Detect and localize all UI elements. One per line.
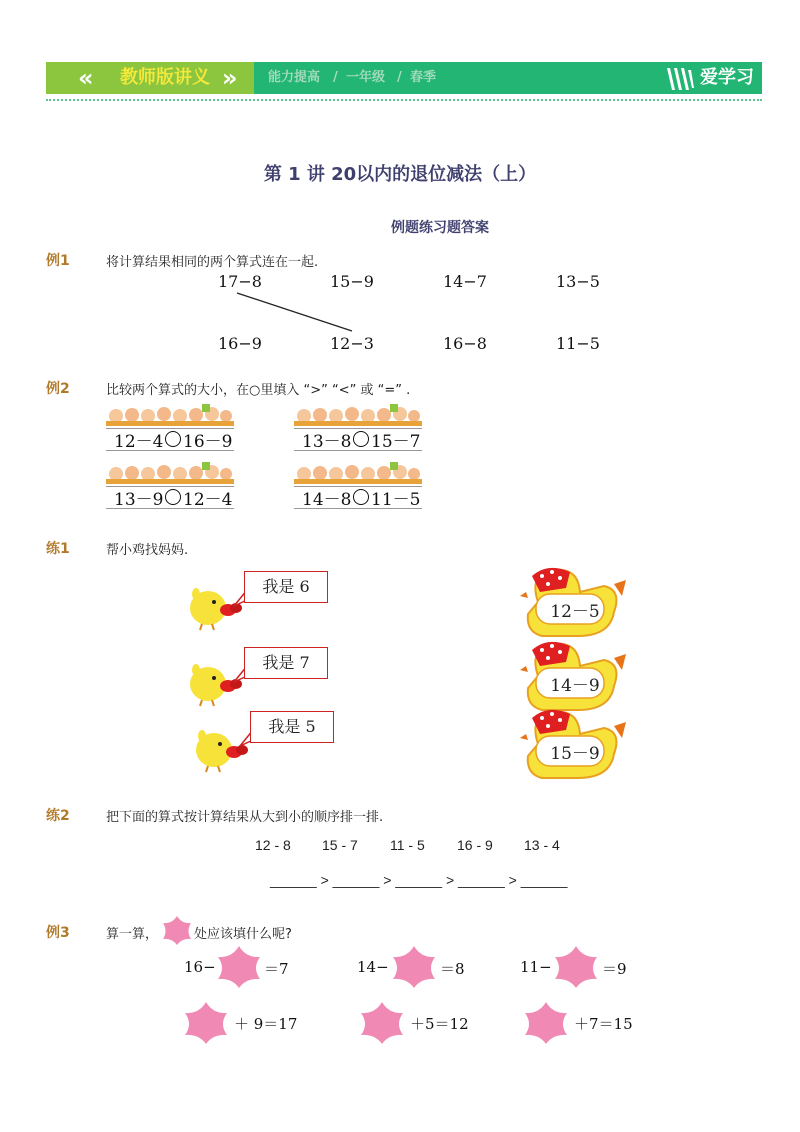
ex1-top-expr: 14−7 bbox=[443, 272, 487, 291]
flower-blank[interactable] bbox=[390, 944, 438, 990]
page-subtitle: 例题练习题答案 bbox=[391, 220, 489, 236]
ex1-bottom-expr: 16−9 bbox=[218, 334, 262, 353]
ex1-bottom-expr: 12−3 bbox=[330, 334, 374, 353]
crumb-season: 春季 bbox=[410, 70, 437, 85]
ex1-top-expr: 13−5 bbox=[556, 272, 600, 291]
ex2-label: 例2 bbox=[46, 381, 70, 397]
kids-faces-icon bbox=[106, 460, 234, 484]
flower-blank[interactable] bbox=[182, 1000, 230, 1046]
sort-expr: 12 - 8 bbox=[255, 837, 291, 853]
crumb-sep: / bbox=[397, 70, 402, 85]
eq-post: ＝7 bbox=[264, 960, 289, 978]
crumb-grade: 一年级 bbox=[346, 70, 386, 85]
sort-answer-blanks[interactable]: ______ > ______ > ______ > ______ > ______ bbox=[270, 872, 568, 888]
pr2-instruction: 把下面的算式按计算结果从大到小的顺序排一排. bbox=[106, 810, 384, 825]
sort-expr: 11 - 5 bbox=[390, 837, 425, 853]
compare-right: 15－7 bbox=[371, 432, 421, 452]
sort-expr: 16 - 9 bbox=[457, 837, 493, 853]
compare-left: 12－4 bbox=[114, 432, 164, 452]
ex1-top-expr: 17−8 bbox=[218, 272, 262, 291]
compare-left: 14－8 bbox=[302, 490, 352, 510]
eq-post: ＝8 bbox=[440, 960, 465, 978]
eq-pre: 16− bbox=[184, 958, 216, 976]
pr1-label: 练1 bbox=[46, 541, 70, 557]
compare-circle[interactable] bbox=[165, 489, 181, 505]
compare-card bbox=[294, 402, 422, 452]
crumb-level: 能力提高 bbox=[268, 70, 321, 85]
ex3-label: 例3 bbox=[46, 925, 70, 941]
eq-pre: 11− bbox=[520, 958, 552, 976]
eq-post: ＋7＝15 bbox=[574, 1015, 633, 1033]
ex1-bottom-expr: 16−8 bbox=[443, 334, 487, 353]
page-title: 第 1 讲 20以内的退位减法（上） bbox=[263, 164, 537, 185]
ex1-instruction: 将计算结果相同的两个算式连在一起. bbox=[106, 255, 319, 270]
header-badge: 教师版讲义 bbox=[120, 67, 210, 88]
compare-circle[interactable] bbox=[353, 431, 369, 447]
compare-card bbox=[106, 402, 234, 452]
chevron-right-icon: » bbox=[222, 64, 238, 92]
sort-expr: 15 - 7 bbox=[322, 837, 358, 853]
ex1-bottom-expr: 11−5 bbox=[556, 334, 600, 353]
pr1-instruction: 帮小鸡找妈妈. bbox=[106, 543, 189, 558]
eq-pre: 14− bbox=[357, 958, 389, 976]
chick-bubble: 我是 7 bbox=[244, 647, 328, 679]
ex3-instruction-pre: 算一算， bbox=[106, 927, 159, 942]
flower-blank[interactable] bbox=[552, 944, 600, 990]
flower-icon bbox=[160, 914, 194, 946]
ex1-label: 例1 bbox=[46, 253, 70, 269]
compare-circle[interactable] bbox=[165, 431, 181, 447]
pr2-label: 练2 bbox=[46, 808, 70, 824]
chick-bubble: 我是 5 bbox=[250, 711, 334, 743]
hen-expr: 12－5 bbox=[550, 602, 600, 622]
sort-expr: 13 - 4 bbox=[524, 837, 560, 853]
compare-left: 13－8 bbox=[302, 432, 352, 452]
flower-blank[interactable] bbox=[215, 944, 263, 990]
kids-faces-icon bbox=[106, 402, 234, 426]
ex1-top-expr: 15−9 bbox=[330, 272, 374, 291]
ex3-instruction-post: 处应该填什么呢? bbox=[194, 927, 292, 942]
compare-card bbox=[106, 460, 234, 510]
hen-expr: 15－9 bbox=[550, 744, 600, 764]
compare-right: 16－9 bbox=[183, 432, 233, 452]
compare-circle[interactable] bbox=[353, 489, 369, 505]
eq-post: ＋ 9＝17 bbox=[234, 1015, 298, 1033]
chick-bubble: 我是 6 bbox=[244, 571, 328, 603]
eq-post: ＝9 bbox=[602, 960, 627, 978]
logo-text: 爱学习 bbox=[700, 67, 754, 88]
eq-post: ＋5＝12 bbox=[410, 1015, 469, 1033]
kids-faces-icon bbox=[294, 402, 422, 426]
flower-blank[interactable] bbox=[522, 1000, 570, 1046]
crumb-sep: / bbox=[333, 70, 338, 85]
kids-faces-icon bbox=[294, 460, 422, 484]
compare-card bbox=[294, 460, 422, 510]
flower-blank[interactable] bbox=[358, 1000, 406, 1046]
compare-right: 11－5 bbox=[371, 490, 421, 510]
compare-right: 12－4 bbox=[183, 490, 233, 510]
chevron-left-icon: « bbox=[78, 64, 94, 92]
hen-expr: 14－9 bbox=[550, 676, 600, 696]
ex2-instruction: 比较两个算式的大小，在○里填入 “>” “<” 或 “=” . bbox=[106, 383, 411, 398]
compare-left: 13－9 bbox=[114, 490, 164, 510]
